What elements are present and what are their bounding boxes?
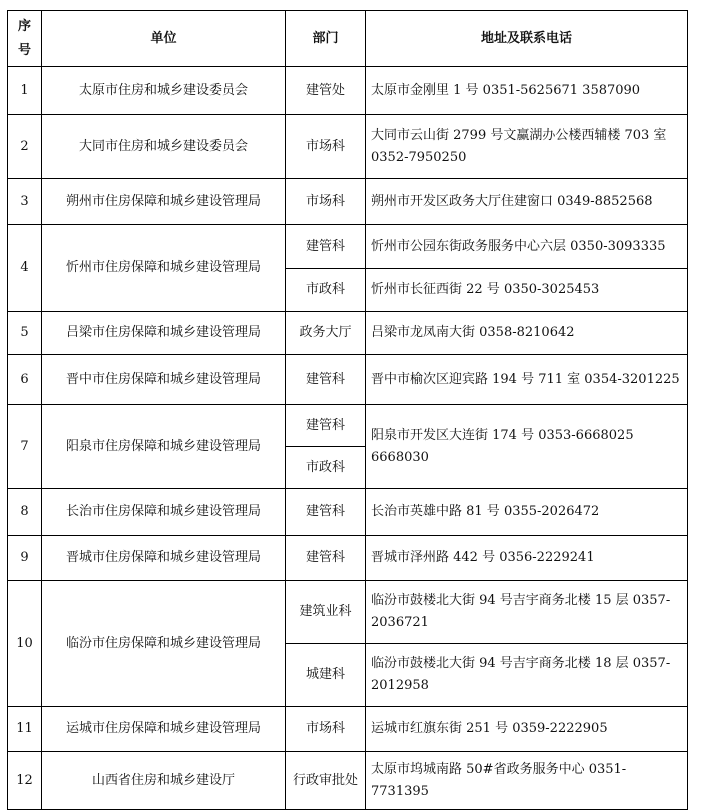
- row-dept: 市政科: [286, 447, 366, 489]
- header-unit: 单位: [42, 11, 286, 67]
- row-dept: 建管科: [286, 355, 366, 405]
- row-dept: 政务大厅: [286, 312, 366, 355]
- row-unit: 运城市住房保障和城乡建设管理局: [42, 707, 286, 752]
- table-row: [8, 355, 688, 405]
- table-row: [8, 752, 688, 810]
- row-index: 7: [8, 405, 42, 489]
- row-address: 临汾市鼓楼北大街 94 号吉宇商务北楼 18 层 0357-2012958: [366, 644, 688, 707]
- row-unit: 长治市住房保障和城乡建设管理局: [42, 489, 286, 536]
- row-unit: 朔州市住房保障和城乡建设管理局: [42, 179, 286, 225]
- row-dept: 建管科: [286, 405, 366, 447]
- row-address: 吕梁市龙凤南大街 0358-8210642: [366, 312, 688, 355]
- row-unit: 临汾市住房保障和城乡建设管理局: [42, 581, 286, 707]
- header-row: [8, 11, 688, 67]
- header-index-line-1: 序: [17, 18, 31, 34]
- row-index: 1: [8, 67, 42, 115]
- row-dept: 市场科: [286, 115, 366, 179]
- row-unit: 山西省住房和城乡建设厅: [42, 752, 286, 810]
- row-address: 晋城市泽州路 442 号 0356-2229241: [366, 536, 688, 581]
- header-dept: 部门: [286, 11, 366, 67]
- row-address: 太原市金刚里 1 号 0351-5625671 3587090: [366, 67, 688, 115]
- row-address: 忻州市公园东街政务服务中心六层 0350-3093335: [366, 225, 688, 269]
- row-unit: 太原市住房和城乡建设委员会: [42, 67, 286, 115]
- row-address: 运城市红旗东街 251 号 0359-2222905: [366, 707, 688, 752]
- table-row: [8, 405, 688, 447]
- row-dept: 建管科: [286, 225, 366, 269]
- table-row: [8, 536, 688, 581]
- row-index: 6: [8, 355, 42, 405]
- row-dept: 城建科: [286, 644, 366, 707]
- contact-table: [7, 10, 688, 810]
- row-dept: 建管处: [286, 67, 366, 115]
- row-index: 10: [8, 581, 42, 707]
- row-address: 朔州市开发区政务大厅住建窗口 0349-8852568: [366, 179, 688, 225]
- table-row: [8, 225, 688, 269]
- header-address: 地址及联系电话: [366, 11, 688, 67]
- row-dept: 建管科: [286, 489, 366, 536]
- table-row: [8, 312, 688, 355]
- row-dept: 市场科: [286, 707, 366, 752]
- row-unit: 晋中市住房保障和城乡建设管理局: [42, 355, 286, 405]
- row-index: 3: [8, 179, 42, 225]
- row-address: 晋中市榆次区迎宾路 194 号 711 室 0354-3201225: [366, 355, 688, 405]
- row-address: 阳泉市开发区大连街 174 号 0353-6668025 6668030: [366, 405, 688, 489]
- table-row: [8, 489, 688, 536]
- row-dept: 建筑业科: [286, 581, 366, 644]
- row-dept: 市政科: [286, 269, 366, 312]
- row-address: 长治市英雄中路 81 号 0355-2026472: [366, 489, 688, 536]
- row-address: 太原市坞城南路 50#省政务服务中心 0351-7731395: [366, 752, 688, 810]
- table-row: [8, 179, 688, 225]
- row-index: 4: [8, 225, 42, 312]
- header-index-line-2: 号: [17, 42, 31, 58]
- row-index: 12: [8, 752, 42, 810]
- table-row: [8, 115, 688, 179]
- row-dept: 建管科: [286, 536, 366, 581]
- row-index: 2: [8, 115, 42, 179]
- row-index: 5: [8, 312, 42, 355]
- row-index: 11: [8, 707, 42, 752]
- row-address: 忻州市长征西街 22 号 0350-3025453: [366, 269, 688, 312]
- row-unit: 晋城市住房保障和城乡建设管理局: [42, 536, 286, 581]
- table-row: [8, 67, 688, 115]
- table-row: [8, 707, 688, 752]
- row-unit: 大同市住房和城乡建设委员会: [42, 115, 286, 179]
- header-index: [8, 11, 42, 67]
- row-address: 大同市云山街 2799 号文赢湖办公楼西辅楼 703 室 0352-7950250: [366, 115, 688, 179]
- row-index: 8: [8, 489, 42, 536]
- row-address: 临汾市鼓楼北大街 94 号吉宇商务北楼 15 层 0357-2036721: [366, 581, 688, 644]
- row-index: 9: [8, 536, 42, 581]
- table-row: [8, 581, 688, 644]
- row-unit: 阳泉市住房保障和城乡建设管理局: [42, 405, 286, 489]
- row-unit: 吕梁市住房保障和城乡建设管理局: [42, 312, 286, 355]
- row-dept: 市场科: [286, 179, 366, 225]
- row-unit: 忻州市住房保障和城乡建设管理局: [42, 225, 286, 312]
- row-dept: 行政审批处: [286, 752, 366, 810]
